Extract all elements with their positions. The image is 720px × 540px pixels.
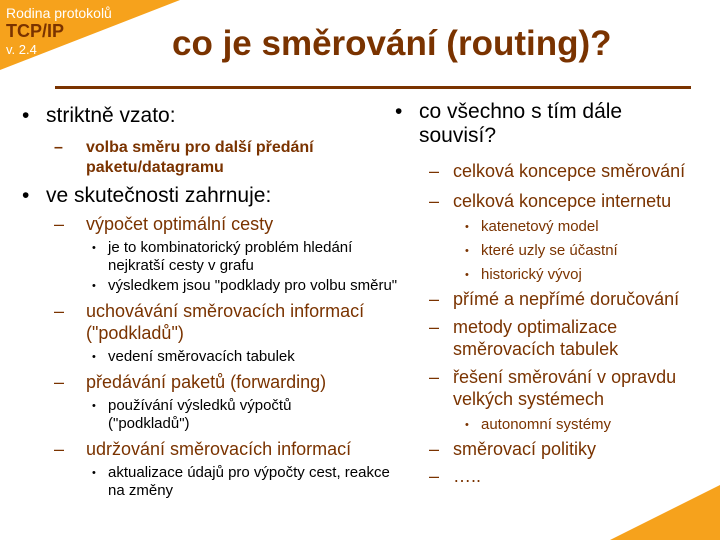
bullet-reality: • ve skutečnosti zahrnuje: <box>22 184 397 208</box>
bullet-store-a: • vedení směrovacích tabulek <box>90 348 397 366</box>
bullet-optimize: – metody optimalizace směrovacích tabulek <box>429 316 653 360</box>
bullet-calc-b: • výsledkem jsou "podklady pro volbu směru" <box>90 277 408 295</box>
bullet-catenet: • katenetový model <box>463 218 715 236</box>
bullet-calc: – výpočet optimální cesty <box>54 213 397 235</box>
bullet-calc-a: • je to kombinatorický problém hledání nejkratší cesty v grafu <box>90 239 408 275</box>
bullet-autonomous: • autonomní systémy <box>463 416 715 434</box>
slide-title: co je směrování (routing)? <box>172 24 612 63</box>
right-column <box>395 100 715 487</box>
title-divider <box>55 86 691 89</box>
series-brand <box>6 6 112 56</box>
corner-decoration-bottom <box>610 485 720 540</box>
series-version: v. 2.4 <box>6 42 37 57</box>
bullet-store: – uchovávání směrovacích informací ("podkladů") <box>54 300 406 344</box>
bullet-maintain-a: • aktualizace údajů pro výpočty cest, reakce na změny <box>90 464 408 500</box>
bullet-related: • co všechno s tím dále souvisí? <box>395 100 689 148</box>
bullet-large: – řešení směrování v opravdu velkých systémech <box>429 366 713 410</box>
left-column <box>22 100 397 500</box>
bullet-concept-routing: – celková koncepce směrování <box>429 160 715 182</box>
bullet-history: • historický vývoj <box>463 266 715 284</box>
bullet-strict: • striktně vzato: <box>22 104 397 128</box>
series-family: Rodina protokolů <box>6 5 112 21</box>
bullet-concept-internet: – celková koncepce internetu <box>429 190 715 212</box>
bullet-direct: – přímé a nepřímé doručování <box>429 288 715 310</box>
bullet-strict-sub: – volba směru pro další předání paketu/datagramu <box>54 138 386 178</box>
bullet-nodes: • které uzly se účastní <box>463 242 715 260</box>
bullet-maintain: – udržování směrovacích informací <box>54 438 397 460</box>
bullet-policy: – směrovací politiky <box>429 438 715 460</box>
series-protocol: TCP/IP <box>6 21 65 41</box>
bullet-more: – ….. <box>429 465 715 487</box>
bullet-forwarding: – předávání paketů (forwarding) <box>54 371 397 393</box>
bullet-forwarding-a: • používání výsledků výpočtů ("podkladů") <box>90 397 358 433</box>
